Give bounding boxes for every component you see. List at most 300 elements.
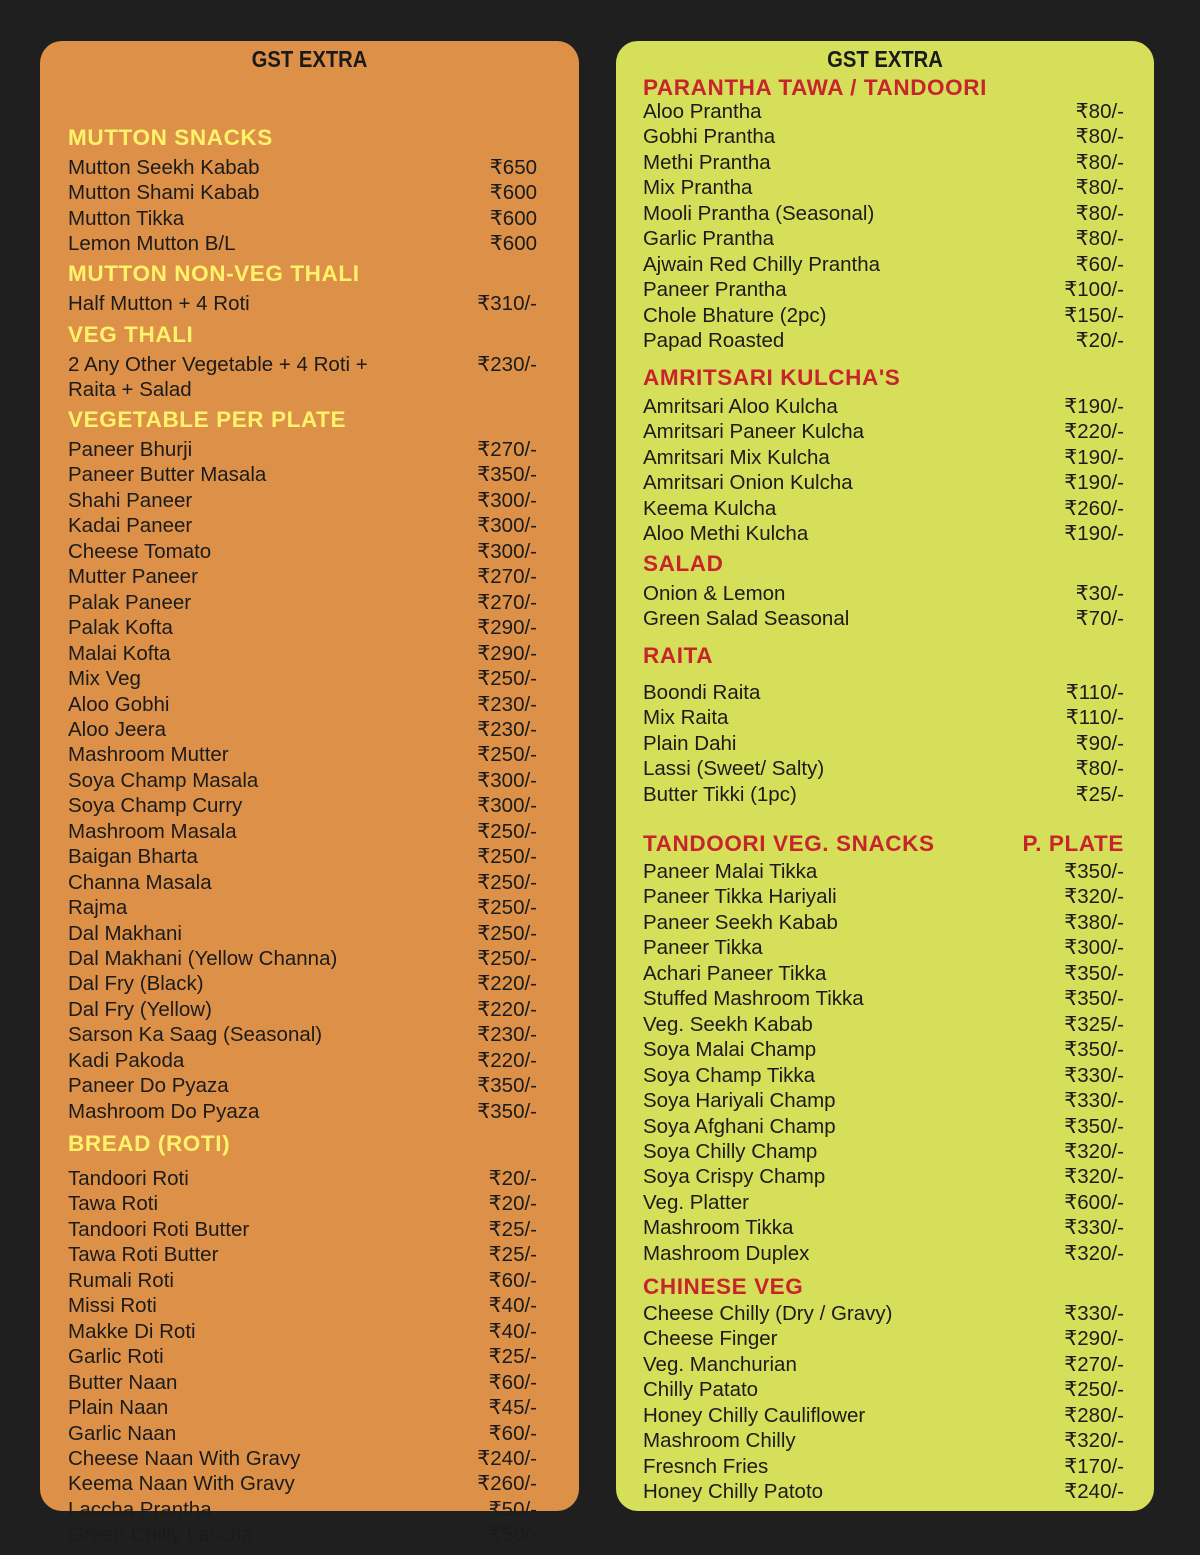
section-title: RAITA [643, 643, 714, 668]
menu-item-price: ₹25/- [488, 1217, 537, 1241]
menu-item-price: ₹20/- [1075, 329, 1124, 353]
menu-item [643, 1190, 1124, 1216]
menu-item-name: Ajwain Red Chilly Prantha [643, 252, 881, 276]
section-title: CHINESE VEG [643, 1274, 804, 1299]
menu-item-price: ₹300/- [477, 539, 537, 563]
menu-item-name: Chole Bhature (2pc) [643, 303, 827, 327]
menu-item-name: Garlic Roti [68, 1345, 164, 1369]
menu-item [68, 666, 537, 692]
menu-item-price: ₹250/- [477, 667, 537, 691]
menu-item [643, 1377, 1124, 1403]
menu-item-price: ₹190/- [1064, 395, 1124, 418]
menu-item [68, 1446, 537, 1472]
menu-item [68, 155, 537, 181]
menu-item [643, 1012, 1124, 1038]
menu-item-price: ₹270/- [477, 565, 537, 589]
menu-item [643, 419, 1124, 445]
menu-item [68, 742, 537, 768]
menu-item [643, 445, 1124, 471]
menu-item [643, 1326, 1124, 1352]
menu-item-price: ₹80/- [1075, 100, 1124, 123]
menu-item-name: Amritsari Aloo Kulcha [643, 395, 838, 418]
menu-item-price: ₹280/- [1064, 1403, 1124, 1427]
menu-item [68, 971, 537, 997]
menu-item-price: ₹350/- [477, 1074, 537, 1098]
menu-item-price: ₹600/- [1064, 1190, 1124, 1214]
menu-item-price: ₹110/- [1065, 681, 1124, 704]
gst-extra-note: GST EXTRA [827, 46, 943, 72]
menu-item-name: Mutton Tikka [68, 206, 185, 230]
menu-item [643, 150, 1124, 176]
menu-item [643, 782, 1124, 808]
menu-item [643, 1215, 1124, 1241]
menu-item [643, 1114, 1124, 1140]
menu-item-name: Tandoori Roti Butter [68, 1217, 250, 1241]
menu-item [68, 1471, 537, 1497]
menu-item-price: ₹80/- [1075, 150, 1124, 174]
menu-item [643, 328, 1124, 354]
section-title: PARANTHA TAWA / TANDOORI [643, 75, 987, 100]
menu-item [68, 641, 537, 667]
menu-item [68, 870, 537, 896]
menu-item-name: Soya Hariyali Champ [643, 1089, 836, 1113]
menu-item [643, 226, 1124, 252]
menu-item-price: ₹320/- [1064, 1139, 1124, 1163]
menu-item-price: ₹330/- [1064, 1089, 1124, 1113]
menu-item-price: ₹240/- [1064, 1480, 1124, 1504]
menu-item [643, 1139, 1124, 1165]
menu-item [643, 1088, 1124, 1114]
menu-item-price: ₹150/- [1064, 303, 1124, 327]
menu-item [68, 946, 537, 972]
menu-item-price: ₹170/- [1064, 1454, 1124, 1478]
menu-item-name: Paneer Seekh Kabab [643, 910, 838, 934]
menu-item [643, 1428, 1124, 1454]
menu-item-name: Onion & Lemon [643, 582, 786, 605]
menu-item-name: Aloo Gobhi [68, 692, 170, 716]
menu-item-name: Soya Malai Champ [643, 1038, 817, 1062]
menu-item [643, 606, 1124, 632]
menu-item [68, 615, 537, 641]
menu-item-price: ₹290/- [477, 616, 537, 640]
menu-item [68, 1022, 537, 1048]
menu-item-price: ₹60/- [488, 1421, 537, 1445]
menu-item-price: ₹100/- [1064, 278, 1124, 302]
menu-item-name: Tandoori Roti [68, 1167, 189, 1190]
menu-item [68, 1395, 537, 1421]
menu-item-price: ₹330/- [1064, 1063, 1124, 1087]
menu-item-price: ₹220/- [477, 972, 537, 996]
menu-item-name: Cheese Tomato [68, 539, 212, 563]
menu-item [68, 437, 537, 463]
menu-item [68, 819, 537, 845]
menu-item-price: ₹250/- [1064, 1378, 1124, 1402]
menu-item [643, 1063, 1124, 1089]
menu-item-name: Amritsari Mix Kulcha [643, 445, 830, 469]
menu-item [643, 884, 1124, 910]
menu-item-price: ₹25/- [1075, 782, 1124, 806]
menu-item [68, 352, 537, 403]
menu-item-price: ₹20/- [488, 1167, 537, 1190]
menu-item-name: Garlic Prantha [643, 227, 775, 251]
right-menu-panel [616, 41, 1154, 1511]
menu-item-name: Plain Naan [68, 1396, 169, 1420]
menu-item [68, 513, 537, 539]
section-title: VEG THALI [68, 322, 194, 347]
menu-item-name: Tawa Roti Butter [68, 1243, 219, 1267]
menu-item [68, 1191, 537, 1217]
menu-item-name: Aloo Prantha [643, 100, 762, 123]
menu-item [643, 910, 1124, 936]
menu-item-name: Soya Champ Curry [68, 794, 243, 818]
menu-item-price: ₹220/- [1064, 420, 1124, 444]
menu-item-price: ₹190/- [1064, 471, 1124, 495]
menu-item-name: Mix Veg [68, 667, 141, 691]
menu-item-price: ₹80/- [1075, 176, 1124, 200]
menu-item-price: ₹60/- [488, 1268, 537, 1292]
menu-item-name: Lemon Mutton B/L [68, 232, 236, 256]
menu-item [68, 1497, 537, 1523]
menu-item [68, 1319, 537, 1345]
menu-item-name: Half Mutton + 4 Roti [68, 292, 250, 315]
gst-extra-note: GST EXTRA [251, 46, 368, 72]
menu-item-price: ₹90/- [1075, 731, 1124, 755]
menu-item [643, 1403, 1124, 1429]
menu-item-price: ₹220/- [477, 1048, 537, 1072]
menu-item [68, 1268, 537, 1294]
menu-item [643, 1454, 1124, 1480]
menu-item-name: Missi Roti [68, 1294, 157, 1318]
menu-item-price: ₹250/- [477, 870, 537, 894]
menu-item-name: Mashroom Chilly [643, 1429, 796, 1453]
menu-item-name: Cheese Finger [643, 1327, 778, 1351]
menu-item-price: ₹20/- [488, 1192, 537, 1216]
menu-item-price: ₹220/- [477, 997, 537, 1021]
menu-item-name: Kadi Pakoda [68, 1048, 185, 1072]
menu-item-name: Aloo Methi Kulcha [643, 522, 809, 546]
menu-item [643, 496, 1124, 522]
menu-item-price: ₹40/- [488, 1319, 537, 1343]
menu-item-name: Mashroom Mutter [68, 743, 229, 767]
menu-item-price: ₹80/- [1075, 201, 1124, 225]
menu-item [643, 986, 1124, 1012]
menu-item-price: ₹330/- [1064, 1216, 1124, 1240]
menu-item [643, 124, 1124, 150]
menu-item-price: ₹250/- [477, 896, 537, 920]
menu-item-price: ₹300/- [1064, 936, 1124, 960]
menu-item-price: ₹350/- [477, 463, 537, 487]
menu-item [68, 564, 537, 590]
menu-item-name: Palak Paneer [68, 590, 192, 614]
menu-item-name: Amritsari Paneer Kulcha [643, 420, 865, 444]
menu-item [68, 1217, 537, 1243]
menu-item-price: ₹320/- [1064, 885, 1124, 909]
menu-item-name: Mutter Paneer [68, 565, 198, 589]
menu-item [643, 521, 1124, 547]
menu-item-price: ₹240/- [477, 1446, 537, 1470]
menu-item-name: Rajma [68, 896, 128, 920]
menu-item-name: Fresnch Fries [643, 1454, 769, 1478]
menu-item [68, 1048, 537, 1074]
menu-item [643, 303, 1124, 329]
menu-item-name: Green Chilly Laccha [68, 1523, 253, 1547]
menu-item [643, 961, 1124, 987]
menu-item-price: ₹270/- [1064, 1352, 1124, 1376]
menu-item-price: ₹325/- [1064, 1012, 1124, 1036]
menu-item [68, 206, 537, 232]
menu-item-name: Amritsari Onion Kulcha [643, 471, 853, 495]
menu-item-name: Kadai Paneer [68, 514, 193, 538]
menu-item [68, 997, 537, 1023]
menu-item-name: Butter Naan [68, 1370, 178, 1394]
menu-item-name: Papad Roasted [643, 329, 785, 353]
menu-item-name: Paneer Malai Tikka [643, 860, 818, 883]
menu-item-name: Rumali Roti [68, 1268, 174, 1292]
menu-item-price: ₹290/- [477, 641, 537, 665]
menu-item-name: Tawa Roti [68, 1192, 159, 1216]
section-title: SALAD [643, 551, 724, 576]
menu-item [68, 921, 537, 947]
menu-item-name: Dal Fry (Yellow) [68, 997, 212, 1021]
menu-item-name: Keema Naan With Gravy [68, 1472, 295, 1496]
menu-item-price: ₹270/- [477, 590, 537, 614]
menu-item-name: Paneer Tikka Hariyali [643, 885, 837, 909]
menu-item-price: ₹300/- [477, 794, 537, 818]
menu-item-name: Veg. Platter [643, 1190, 749, 1214]
menu-item-price: ₹250/- [477, 743, 537, 767]
menu-item-price: ₹230/- [477, 692, 537, 716]
menu-item [643, 277, 1124, 303]
menu-item-name: Mashroom Do Pyaza [68, 1099, 260, 1123]
menu-item [68, 180, 537, 206]
menu-item-name: Makke Di Roti [68, 1319, 196, 1343]
menu-item [68, 1370, 537, 1396]
menu-item [643, 1037, 1124, 1063]
menu-item-name: Honey Chilly Patoto [643, 1480, 824, 1504]
menu-item-name: Soya Afghani Champ [643, 1114, 836, 1138]
menu-item [643, 581, 1124, 607]
menu-item-name: Mashroom Tikka [643, 1216, 794, 1240]
menu-item-price: ₹80/- [1075, 757, 1124, 781]
menu-item [68, 692, 537, 718]
menu-item [643, 935, 1124, 961]
menu-item-name: Soya Chilly Champ [643, 1139, 818, 1163]
menu-item-price: ₹25/- [488, 1345, 537, 1369]
menu-item [643, 1479, 1124, 1505]
menu-item-name: Malai Kofta [68, 641, 171, 665]
menu-item-price: ₹25/- [488, 1243, 537, 1267]
menu-item-price: ₹310/- [477, 292, 537, 315]
menu-item-price: ₹600 [489, 206, 537, 230]
menu-item-name: Honey Chilly Cauliflower [643, 1403, 866, 1427]
menu-item-name: Gobhi Prantha [643, 125, 776, 149]
menu-item [68, 717, 537, 743]
menu-item-price: ₹320/- [1064, 1241, 1124, 1265]
menu-item-name: Palak Kofta [68, 616, 173, 640]
menu-item-price: ₹650 [489, 156, 537, 179]
menu-item [68, 1166, 537, 1192]
menu-item-name: Mix Prantha [643, 176, 753, 200]
menu-item-price: ₹50/- [488, 1497, 537, 1521]
menu-item-name: Laccha Prantha [68, 1497, 212, 1521]
menu-item-name: Plain Dahi [643, 731, 737, 755]
menu-item [643, 680, 1124, 706]
menu-item-price: ₹330/- [1064, 1302, 1124, 1325]
menu-item-price: ₹350/- [477, 1099, 537, 1123]
menu-item-name: Soya Crispy Champ [643, 1165, 826, 1189]
section-title: BREAD (ROTI) [68, 1131, 231, 1156]
menu-item [643, 1241, 1124, 1267]
menu-item-name: Cheese Naan With Gravy [68, 1446, 301, 1470]
menu-item [68, 1242, 537, 1268]
menu-item-price: ₹80/- [1075, 227, 1124, 251]
menu-item-price: ₹110/- [1065, 706, 1124, 730]
menu-item-price: ₹250/- [477, 819, 537, 843]
menu-item [68, 1293, 537, 1319]
menu-item-price: ₹320/- [1064, 1165, 1124, 1189]
menu-item-name: Paneer Do Pyaza [68, 1074, 229, 1098]
menu-item-name: Boondi Raita [643, 681, 761, 704]
menu-item-price: ₹380/- [1064, 910, 1124, 934]
section-title: MUTTON NON-VEG THALI [68, 261, 360, 286]
menu-item-name: Aloo Jeera [68, 717, 167, 741]
menu-item [643, 175, 1124, 201]
menu-item-price: ₹230/- [477, 353, 537, 376]
menu-item [643, 1164, 1124, 1190]
menu-item-price: ₹60/- [488, 1370, 537, 1394]
menu-item-price: ₹40/- [488, 1294, 537, 1318]
menu-item-price: ₹600 [489, 232, 537, 256]
menu-item-name: Methi Prantha [643, 150, 771, 174]
menu-item-name: Dal Makhani (Yellow Channa) [68, 947, 338, 970]
menu-item-name: Veg. Manchurian [643, 1352, 797, 1376]
menu-item-price: ₹350/- [1064, 1038, 1124, 1062]
menu-item-price: ₹350/- [1064, 1114, 1124, 1138]
section-title: VEGETABLE PER PLATE [68, 407, 347, 432]
menu-item-name: Achari Paneer Tikka [643, 961, 827, 985]
menu-item-name: Channa Masala [68, 870, 212, 894]
menu-item-name: Shahi Paneer [68, 488, 193, 512]
menu-item [643, 859, 1124, 885]
menu-item [643, 1301, 1124, 1327]
menu-item-price: ₹60/- [1075, 252, 1124, 276]
menu-item-name: Chilly Patato [643, 1378, 759, 1402]
menu-item-price: ₹45/- [488, 1396, 537, 1420]
menu-item [643, 470, 1124, 496]
section-title: MUTTON SNACKS [68, 125, 273, 150]
menu-item-price: ₹250/- [477, 947, 537, 970]
menu-item-name: Mashroom Masala [68, 819, 237, 843]
left-menu-panel [40, 41, 579, 1547]
menu-item-name: Veg. Seekh Kabab [643, 1012, 813, 1036]
menu-item-price: ₹250/- [477, 921, 537, 945]
menu-item-name: Soya Champ Tikka [643, 1063, 816, 1087]
menu-item [68, 1522, 537, 1548]
menu-item-name: Mashroom Duplex [643, 1241, 810, 1265]
menu-item [68, 895, 537, 921]
menu-item-name: Mutton Shami Kabab [68, 181, 260, 205]
section-title: TANDOORI VEG. SNACKS [643, 831, 935, 856]
menu-item-price: ₹350/- [1064, 961, 1124, 985]
menu-item-price: ₹50/- [488, 1523, 537, 1547]
menu-item [68, 488, 537, 514]
menu-item [643, 1352, 1124, 1378]
menu-item [68, 1073, 537, 1099]
menu-item-price: ₹300/- [477, 488, 537, 512]
menu-item [68, 1099, 537, 1125]
menu-item [68, 844, 537, 870]
menu-item-name: Cheese Chilly (Dry / Gravy) [643, 1302, 893, 1325]
menu-item-price: ₹260/- [477, 1472, 537, 1496]
menu-item-price: ₹300/- [477, 768, 537, 792]
menu-item-name: Paneer Tikka [643, 936, 763, 960]
menu-item-name: Mix Raita [643, 706, 729, 730]
menu-item [68, 231, 537, 257]
menu-item [68, 1344, 537, 1370]
menu-item-name: Soya Champ Masala [68, 768, 259, 792]
menu-item-price: ₹70/- [1075, 607, 1124, 631]
menu-item [68, 539, 537, 565]
menu-item-name: Garlic Naan [68, 1421, 177, 1445]
menu-item-price: ₹290/- [1064, 1327, 1124, 1351]
menu-item-name: Paneer Bhurji [68, 438, 193, 461]
menu-item-name: 2 Any Other Vegetable + 4 Roti + Raita + Salad [68, 353, 368, 401]
menu-item-name: Mutton Seekh Kabab [68, 156, 260, 179]
menu-item-name: Green Salad Seasonal [643, 607, 850, 631]
menu-item [68, 291, 537, 317]
menu-item-name: Baigan Bharta [68, 845, 198, 869]
menu-item-price: ₹270/- [477, 438, 537, 461]
menu-item-price: ₹30/- [1075, 582, 1124, 605]
menu-item [643, 731, 1124, 757]
menu-item [68, 793, 537, 819]
menu-item [68, 590, 537, 616]
menu-item-name: Dal Fry (Black) [68, 972, 204, 996]
menu-item-name: Butter Tikki (1pc) [643, 782, 797, 806]
menu-item-name: Lassi (Sweet/ Salty) [643, 757, 825, 781]
menu-item-price: ₹250/- [477, 845, 537, 869]
menu-item [68, 768, 537, 794]
section-price-header: P. PLATE [1022, 831, 1124, 856]
menu-item-name: Dal Makhani [68, 921, 182, 945]
menu-item [68, 1421, 537, 1447]
menu-item-name: Mooli Prantha (Seasonal) [643, 201, 875, 225]
menu-item-price: ₹230/- [477, 1023, 537, 1047]
menu-item-price: ₹190/- [1064, 522, 1124, 546]
menu-item [643, 252, 1124, 278]
menu-item-name: Paneer Butter Masala [68, 463, 267, 487]
menu-item [643, 99, 1124, 125]
menu-item-price: ₹300/- [477, 514, 537, 538]
menu-item-price: ₹320/- [1064, 1429, 1124, 1453]
menu-item-price: ₹350/- [1064, 987, 1124, 1011]
section-title: AMRITSARI KULCHA'S [643, 365, 901, 390]
menu-item-price: ₹230/- [477, 717, 537, 741]
menu-item [643, 201, 1124, 227]
menu-item [68, 462, 537, 488]
menu-item [643, 394, 1124, 420]
menu-item-name: Stuffed Mashroom Tikka [643, 987, 864, 1011]
menu-item [643, 705, 1124, 731]
menu-item-price: ₹600 [489, 181, 537, 205]
menu-item-name: Keema Kulcha [643, 496, 777, 520]
menu-item-price: ₹350/- [1064, 860, 1124, 883]
menu-item-name: Paneer Prantha [643, 278, 787, 302]
menu-item-price: ₹80/- [1075, 125, 1124, 149]
menu-item-name: Sarson Ka Saag (Seasonal) [68, 1023, 323, 1047]
menu-item-price: ₹260/- [1064, 496, 1124, 520]
menu-item-price: ₹190/- [1064, 445, 1124, 469]
